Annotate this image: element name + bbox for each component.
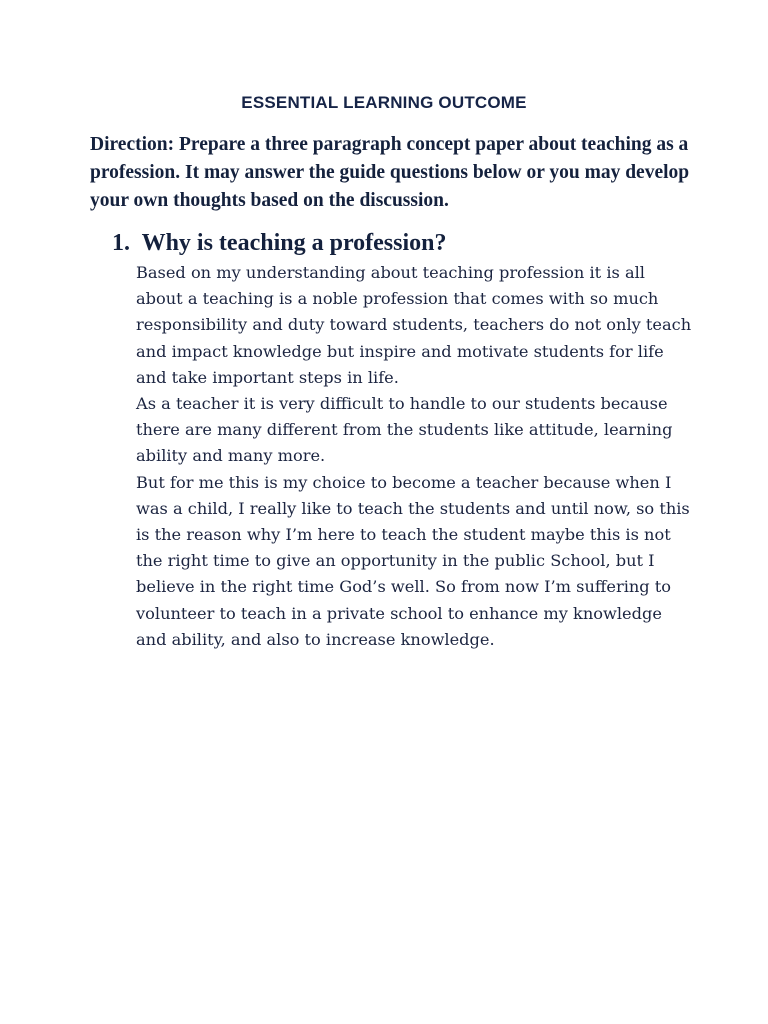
question-text: Why is teaching a profession? [141, 230, 447, 256]
answer-paragraph-2: As a teacher it is very difficult to handle to our students because there are many different from the students like attitude, learning ability and many more. [136, 394, 673, 466]
direction-paragraph: Direction: Prepare a three paragraph concept paper about teaching as a profession. It may answer the guide questions below or you may develop your own thoughts based on the discussion. [90, 134, 690, 211]
document-title: ESSENTIAL LEARNING OUTCOME [241, 93, 527, 112]
answer-paragraph-3: But for me this is my choice to become a teacher because when I was a child, I really like to teach the students and until now, so this is the reason why I’m here to teach the student maybe this is not the right time to give an opportunity in the public School, but I believe in the right time God’s well. So from now I’m suffering to volunteer to teach in a private school to enhance my knowledge and ability, and also to increase knowledge. [136, 472, 690, 649]
question-number: 1. [112, 230, 130, 256]
answer-body [136, 260, 696, 653]
question-heading [112, 228, 712, 258]
answer-paragraph-1: Based on my understanding about teaching profession it is all about a teaching is a noble profession that comes with so much responsibility and duty toward students, teachers do not only teach and impact knowledge but inspire and motivate students for life and take important steps in life. [136, 263, 692, 387]
